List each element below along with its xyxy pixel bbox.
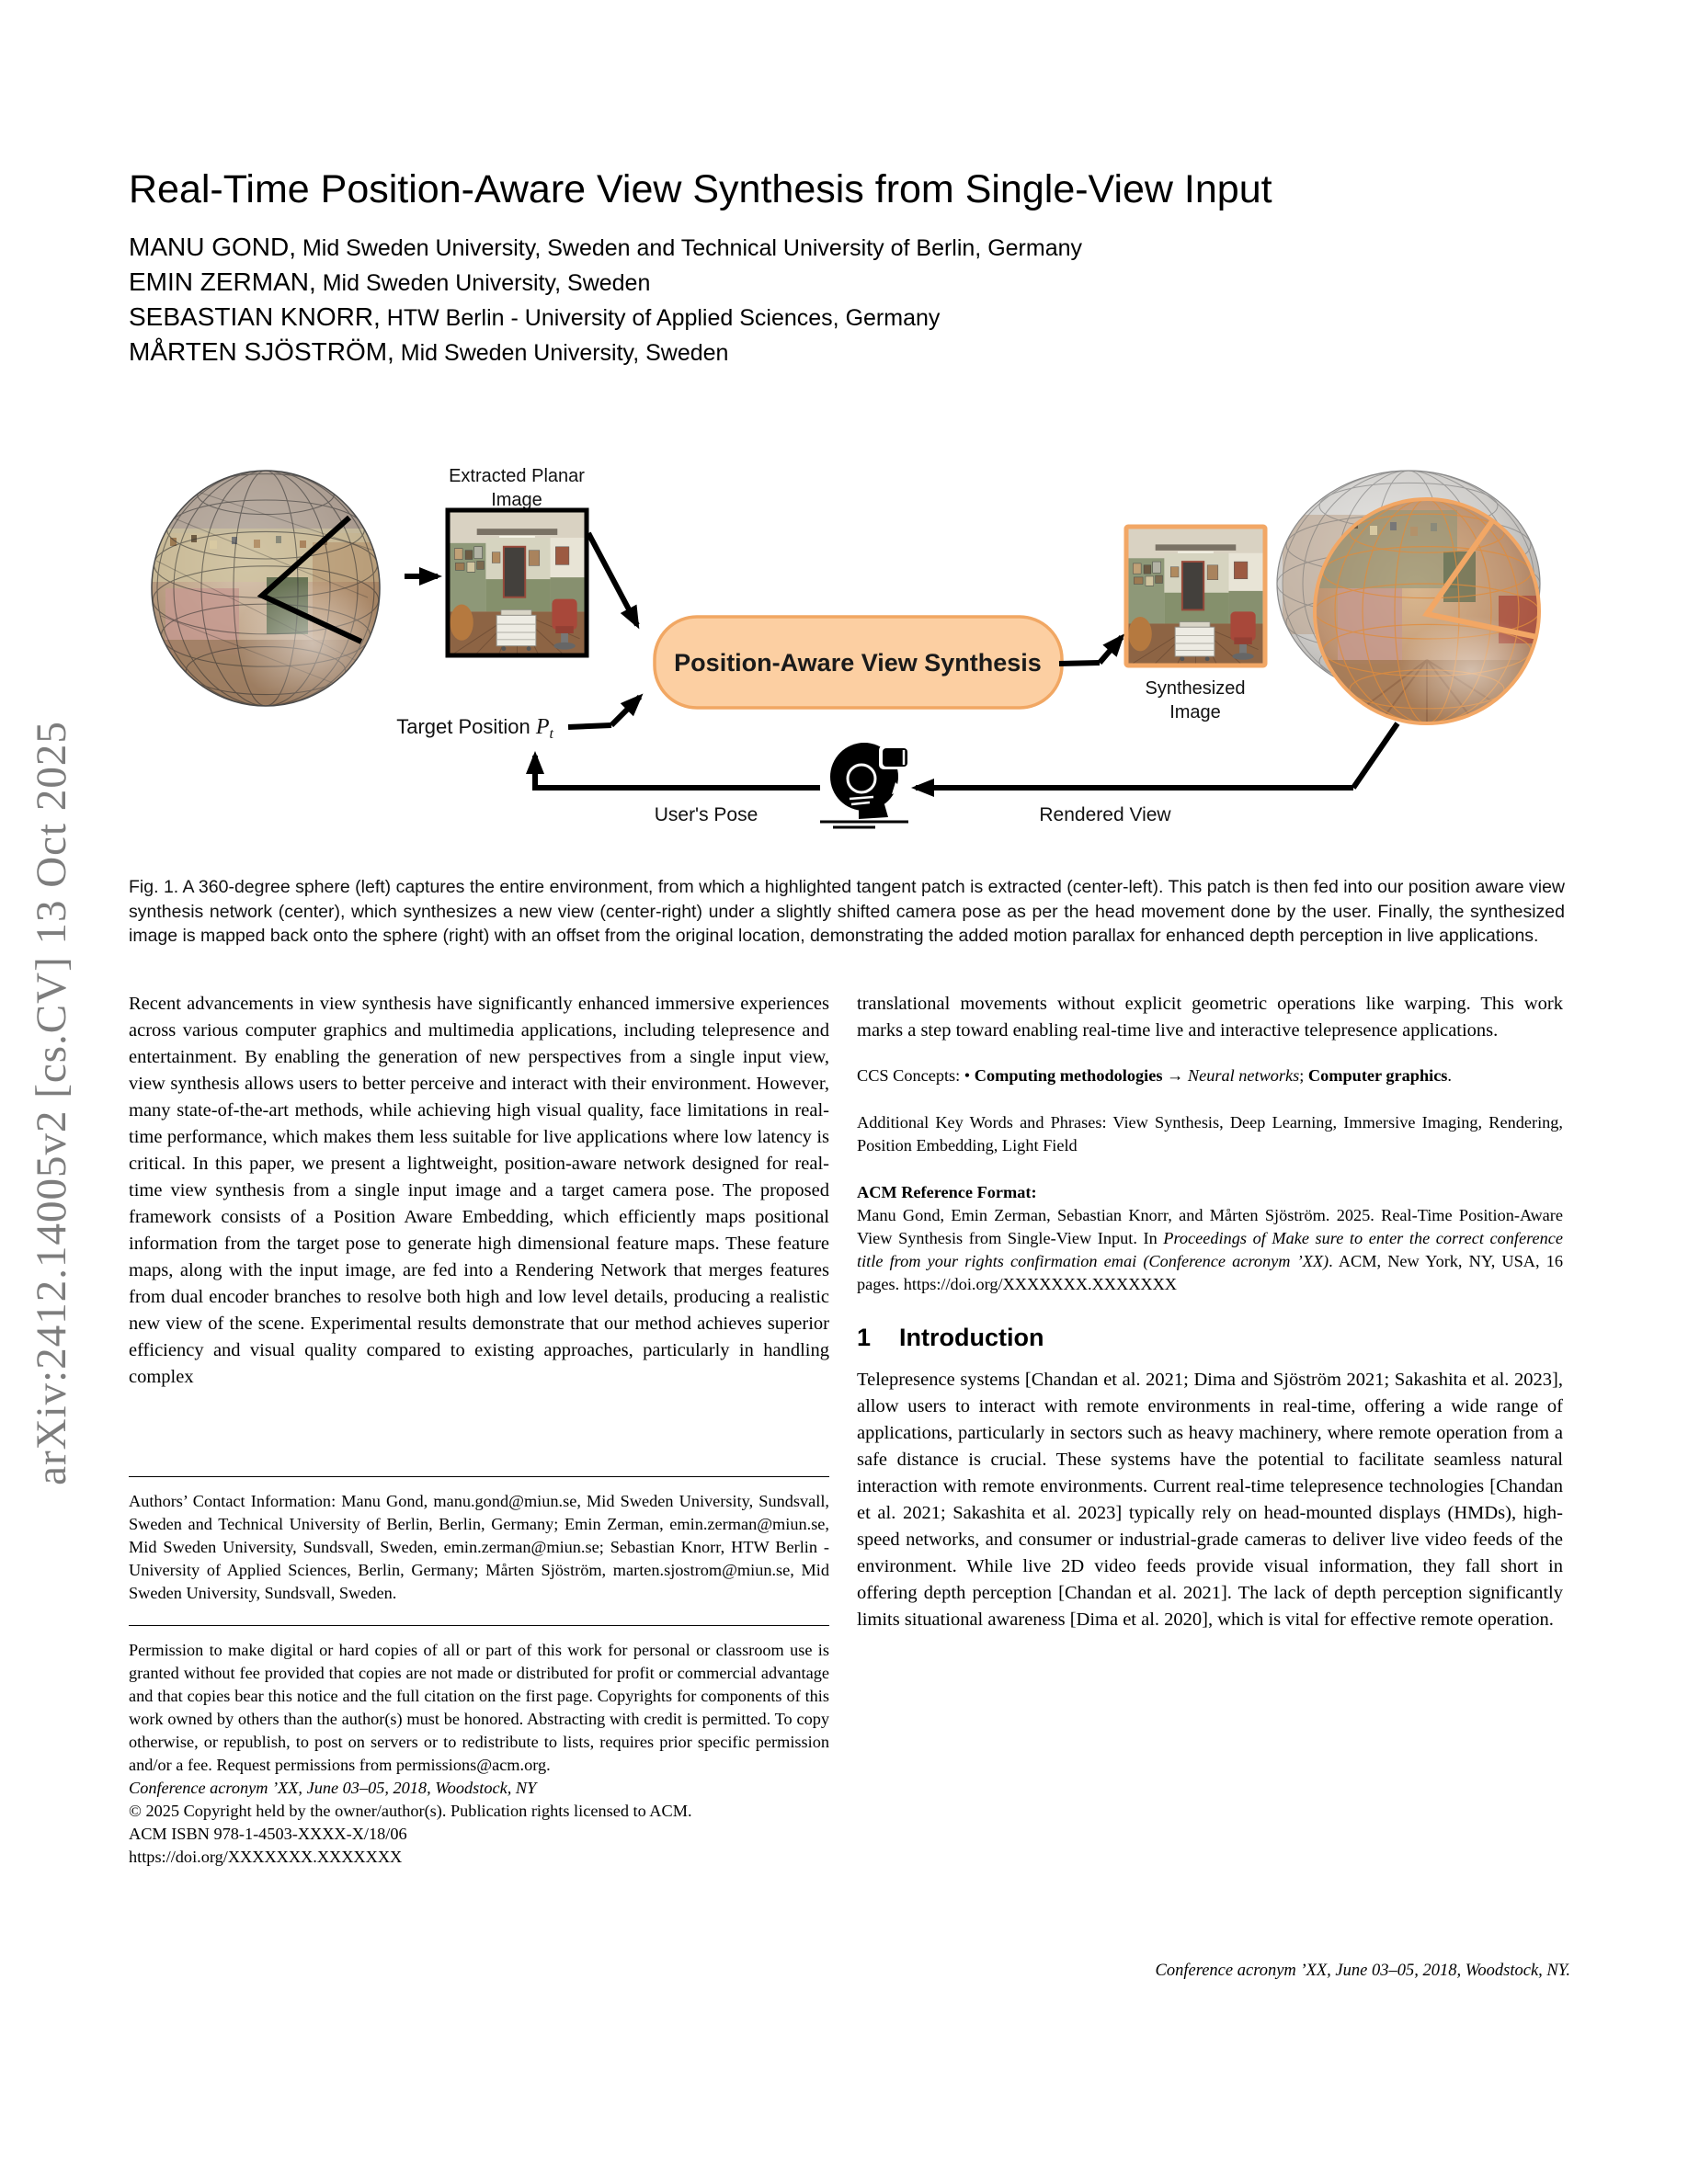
- author-name: SEBASTIAN KNORR,: [129, 302, 381, 331]
- extracted-planar-image: [448, 510, 587, 655]
- author-line: [129, 335, 1563, 370]
- footnote-rule: [129, 1625, 829, 1626]
- acm-reference-text: Manu Gond, Emin Zerman, Sebastian Knorr, and Mårten Sjöström. 2025. Real-Time Position-Aware View Synthesis from Single-View Input. In Proceedings of Make sure to enter the correct conference title from your rights confirmation emai (Conference acronym ’XX). ACM, New York, NY, USA, 16 pages. https://doi.org/XXXXXXX.XXXXXXX: [857, 1206, 1563, 1293]
- synthesized-label-line1: Synthesized: [1145, 678, 1246, 699]
- arrow-network-out: [1059, 663, 1100, 664]
- author-affiliation: Mid Sweden University, Sweden: [315, 270, 651, 296]
- sphere-360-input: [147, 464, 391, 710]
- author-line: [129, 300, 1563, 335]
- users-pose-label: User's Pose: [654, 804, 758, 825]
- hmd-user-icon: [820, 743, 910, 827]
- arrow-target-to-network: [611, 697, 640, 725]
- author-affiliation: Mid Sweden University, Sweden: [393, 340, 729, 366]
- footnote-area: [129, 1476, 829, 1869]
- author-name: MANU GOND,: [129, 233, 296, 261]
- author-block: [129, 230, 1563, 370]
- right-column: [857, 991, 1563, 1654]
- figure-1-diagram: [129, 460, 1563, 838]
- view-synthesis-network-box: [655, 617, 1062, 708]
- section-heading-introduction: [857, 1324, 1563, 1352]
- author-name: MÅRTEN SJÖSTRÖM,: [129, 337, 394, 366]
- highlighted-patch-disk: [1315, 499, 1545, 729]
- permission-notice: Permission to make digital or hard copies of all or part of this work for personal or classroom use is granted without fee provided that copies are not made or distributed for profit or commercial advantage and that copies bear this notice and the full citation on the first page. Copyrights for components of this work owned by others than the author(s) must be honored. Abstracting with credit is permitted. To copy otherwise, or republish, to post on servers or to redistribute to lists, requires prior specific permission and/or a fee. Request permissions from permissions@acm.org.: [129, 1641, 829, 1774]
- isbn-line: ACM ISBN 978-1-4503-XXXX-X/18/06: [129, 1825, 407, 1843]
- author-line: [129, 265, 1563, 300]
- author-name: EMIN ZERMAN,: [129, 267, 316, 296]
- copyright-line: © 2025 Copyright held by the owner/author(s). Publication rights licensed to ACM.: [129, 1802, 692, 1820]
- author-line: [129, 230, 1563, 265]
- acm-reference-heading: ACM Reference Format:: [857, 1183, 1037, 1201]
- left-column: [129, 991, 829, 1411]
- acm-reference-format: [857, 1181, 1563, 1296]
- target-position-connector: [568, 725, 611, 727]
- keywords-text: Additional Key Words and Phrases: View Synthesis, Deep Learning, Immersive Imaging, Rendering, Position Embedding, Light Field: [857, 1113, 1563, 1155]
- author-affiliation: HTW Berlin - University of Applied Sciences, Germany: [380, 305, 941, 331]
- figure-caption: Fig. 1. A 360-degree sphere (left) captures the entire environment, from which a highlighted tangent patch is extracted (center-left). This patch is then fed into our position aware view synthesis network (center), which synthesizes a new view (center-right) under a slightly shifted camera pose as per the head movement done by the user. Finally, the synthesized image is mapped back onto the sphere (right) with an offset from the original location, demonstrating the added motion parallax for enhanced depth perception in live applications.: [129, 877, 1565, 946]
- conference-venue-line: Conference acronym ’XX, June 03–05, 2018, Woodstock, NY: [129, 1779, 537, 1797]
- synthesized-image: [1126, 527, 1265, 665]
- author-affiliation: Mid Sweden University, Sweden and Technical University of Berlin, Germany: [296, 235, 1083, 261]
- rendered-view-label: Rendered View: [1039, 804, 1171, 825]
- extracted-planar-label-line2: Image: [491, 490, 542, 510]
- network-box-label: Position-Aware View Synthesis: [674, 649, 1042, 677]
- running-footer: Conference acronym ’XX, June 03–05, 2018, Woodstock, NY.: [1155, 1962, 1570, 1980]
- footnote-rule: [129, 1476, 829, 1477]
- arxiv-watermark: arXiv:2412.14005v2 [cs.CV] 13 Oct 2025: [28, 721, 75, 1485]
- arrow-network-to-synth: [1100, 637, 1122, 663]
- arrow-patch-to-network: [588, 533, 637, 625]
- extracted-planar-label-line1: Extracted Planar: [449, 466, 585, 486]
- doi-link[interactable]: https://doi.org/XXXXXXX.XXXXXXX: [129, 1848, 403, 1866]
- rendered-view-diagonal: [1353, 723, 1397, 788]
- abstract-continuation: translational movements without explicit geometric operations like warping. This work marks a step toward enabling real-time live and interactive telepresence applications.: [857, 994, 1563, 1041]
- introduction-paragraph: Telepresence systems [Chandan et al. 2021; Dima and Sjöström 2021; Sakashita et al. 2023], allow users to interact with remote environments in real-time, offering a wide range of applications, particularly in sectors such as heavy machinery, where remote operation from a safe distance is crucial. These systems have the potential to facilitate seamless natural interaction with remote environments. Current real-time telepresence technologies [Chandan et al. 2021; Sakashita et al. 2023] typically rely on head-mounted displays (HMDs), high-speed networks, and consumer or industrial-grade cameras to deliver live video feeds of the environment. While live 2D video feeds provide visual information, they fall short in offering depth perception [Chandan et al. 2021]. The lack of depth perception significantly limits situational awareness [Dima et al. 2020], which is vital for effective remote operation.: [857, 1370, 1563, 1630]
- synthesized-label-line2: Image: [1169, 702, 1221, 722]
- section-number: 1: [857, 1324, 872, 1351]
- target-position-label: Target Position $P_t$: [396, 715, 553, 742]
- section-title: Introduction: [899, 1324, 1044, 1351]
- abstract-text: Recent advancements in view synthesis have significantly enhanced immersive experiences across various computer graphics and multimedia applications, including telepresence and entertainment. By enabling the generation of new perspectives from a single input view, view synthesis allows users to better perceive and interact with their environment. However, many state-of-the-art methods, while achieving high visual quality, face limitations in real-time performance, which makes them less suitable for live applications where low latency is critical. In this paper, we present a lightweight, position-aware network designed for real-time view synthesis from a single input image and a target camera pose. The proposed framework consists of a Position Aware Embedding, which efficiently maps positional information from the target pose to generate high dimensional feature maps. These feature maps, along with the input image, are fed into a Rendering Network that merges features from dual encoder branches to resolve both high and low level details, producing a realistic new view of the scene. Experimental results demonstrate that our method achieves superior efficiency and visual quality compared to existing approaches, particularly in handling complex: [129, 994, 829, 1387]
- ccs-concepts: CCS Concepts: • Computing methodologies → Neural networks; Computer graphics.: [857, 1066, 1452, 1085]
- sphere-360-output: [1277, 471, 1545, 729]
- paper-title: Real-Time Position-Aware View Synthesis from Single-View Input: [129, 167, 1272, 211]
- authors-contact-info: Authors’ Contact Information: Manu Gond, manu.gond@miun.se, Mid Sweden University, Sundsvall, Sweden and Technical University of Berlin, Berlin, Germany; Emin Zerman, emin.zerman@miun.se, Mid Sweden University, Sundsvall, Sweden, emin.zerman@miun.se; Sebastian Knorr, HTW Berlin - University of Applied Sciences, Berlin, Germany; Mårten Sjöström, marten.sjostrom@miun.se, Mid Sweden University, Sundsvall, Sweden.: [129, 1492, 829, 1602]
